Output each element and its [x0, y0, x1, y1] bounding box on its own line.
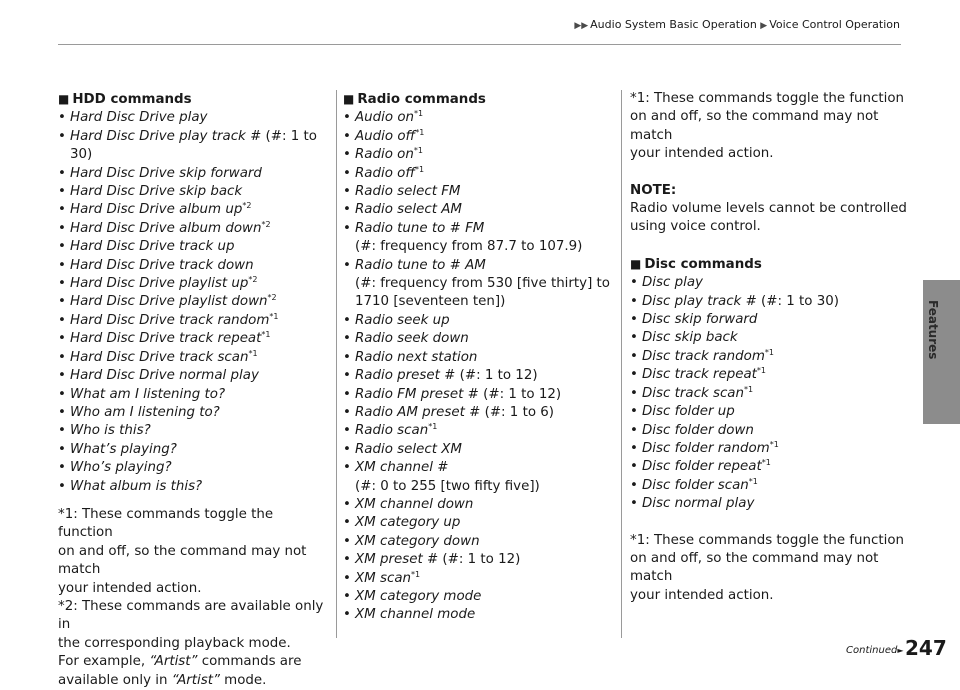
command-item [58, 478, 330, 496]
footnote-line: your intended action. [58, 580, 202, 596]
footnote-line: your intended action. [630, 587, 774, 603]
command-phrase: XM scan [355, 570, 412, 586]
command-phrase: Radio select AM [355, 202, 462, 218]
command-item [58, 128, 330, 165]
section-heading: ■ Disc commands [630, 256, 762, 272]
square-bullet-icon: ■ [343, 92, 355, 106]
command-phrase: Who am I listening to? [70, 404, 220, 420]
command-phrase: Radio tune to # AM [355, 257, 486, 273]
command-item [58, 238, 330, 256]
command-item [343, 570, 615, 588]
command-phrase: Hard Disc Drive track repeat [70, 331, 262, 347]
command-item [58, 404, 330, 422]
command-phrase: Radio preset [355, 368, 440, 384]
command-item [58, 422, 330, 440]
command-phrase: Hard Disc Drive play [70, 110, 208, 126]
command-phrase: Disc track random [642, 348, 765, 364]
command-item [630, 311, 915, 329]
command-phrase: Disc track scan [642, 385, 744, 401]
footnote-line: your intended action. [630, 146, 774, 162]
command-item [343, 201, 615, 219]
command-item [343, 386, 615, 404]
command-item [343, 257, 615, 275]
command-item [343, 183, 615, 201]
command-phrase: Radio seek up [355, 312, 450, 328]
footnote-marker: *2 [248, 275, 258, 285]
radio-commands-column [343, 90, 615, 625]
command-item [343, 422, 615, 440]
command-phrase: Disc folder up [642, 404, 735, 420]
command-phrase: XM preset [355, 552, 423, 568]
command-parameter: # (#: 1 to 30) [70, 128, 317, 163]
footnote-marker: *1 [414, 109, 424, 119]
note-block [630, 182, 915, 237]
footnote-line: *1: These commands toggle the function [630, 532, 905, 548]
command-phrase: Hard Disc Drive album up [70, 202, 243, 218]
command-item [58, 293, 330, 311]
command-phrase: What am I listening to? [70, 386, 226, 402]
command-item [343, 367, 615, 385]
command-phrase: Radio next station [355, 349, 478, 365]
command-phrase: Radio select XM [355, 441, 462, 457]
command-phrase: Who’s playing? [70, 460, 172, 476]
command-phrase: Disc folder down [642, 422, 754, 438]
footnote-block [630, 532, 915, 606]
command-item [630, 403, 915, 421]
command-item [343, 109, 615, 127]
command-phrase: Audio on [355, 110, 414, 126]
breadcrumb-item-audio-system: Audio System Basic Operation [590, 18, 757, 31]
disc-command-list [630, 274, 915, 513]
command-item [630, 366, 915, 384]
command-phrase: XM channel [355, 460, 433, 476]
command-item [630, 274, 915, 292]
command-item [343, 533, 615, 551]
command-item [343, 220, 615, 238]
command-parameter-note: (#: frequency from 87.7 to 107.9) [355, 239, 583, 255]
hdd-command-list [58, 109, 330, 496]
command-phrase: Hard Disc Drive playlist down [70, 294, 268, 310]
footnote-line: on and off, so the command may not match [630, 550, 879, 585]
footnote-block [630, 90, 915, 164]
footnote-line: on and off, so the command may not match [630, 109, 879, 143]
command-phrase: Disc folder random [642, 440, 770, 456]
command-item [343, 588, 615, 606]
command-item [630, 495, 915, 513]
command-phrase: XM category mode [355, 588, 482, 604]
breadcrumb [0, 18, 900, 31]
command-phrase: XM category up [355, 515, 461, 531]
command-parameter-note: (#: frequency from 530 [five thirty] to [355, 276, 611, 292]
command-item [343, 551, 615, 569]
command-item [58, 386, 330, 404]
command-item [58, 257, 330, 275]
command-phrase: Hard Disc Drive normal play [70, 368, 259, 384]
command-parameter: # (#: 1 to 12) [463, 386, 562, 402]
command-phrase: Who is this? [70, 423, 151, 439]
command-phrase: XM channel mode [355, 607, 476, 623]
column-divider [621, 90, 622, 638]
command-phrase: Disc track repeat [642, 367, 757, 383]
footnote-marker: *1 [248, 348, 258, 358]
command-phrase: What’s playing? [70, 441, 177, 457]
breadcrumb-arrow-icon: ▶ [760, 21, 768, 31]
command-phrase: Radio on [355, 147, 414, 163]
command-phrase: Hard Disc Drive track scan [70, 349, 249, 365]
footnote-line: *1: These commands toggle the function [58, 506, 274, 541]
command-item [343, 312, 615, 330]
command-item [343, 441, 615, 459]
command-item [343, 165, 615, 183]
command-parameter: # (#: 1 to 6) [464, 404, 555, 420]
command-item [58, 312, 330, 330]
command-phrase: Hard Disc Drive skip back [70, 184, 243, 200]
command-item [630, 385, 915, 403]
command-phrase: Disc skip forward [642, 312, 758, 328]
command-item [343, 349, 615, 367]
command-phrase: Radio tune to # FM [355, 220, 485, 236]
command-parameter: # (#: 1 to 12) [422, 552, 521, 568]
command-item [343, 496, 615, 514]
hdd-commands-column [58, 90, 330, 690]
command-phrase: XM category down [355, 533, 480, 549]
command-item [630, 348, 915, 366]
footnote-block [58, 506, 330, 690]
square-bullet-icon: ■ [58, 92, 70, 106]
footnote-marker: *1 [761, 458, 771, 468]
command-phrase: Hard Disc Drive track random [70, 312, 270, 328]
section-heading: ■ Radio commands [343, 92, 486, 107]
command-phrase: Disc skip back [642, 330, 738, 346]
command-parameter-note: (#: 0 to 255 [two fifty five]) [355, 478, 540, 494]
note-line: using voice control. [630, 219, 761, 235]
command-item [58, 441, 330, 459]
note-line: Radio volume levels cannot be controlled [630, 201, 907, 217]
command-phrase: Hard Disc Drive play track [70, 128, 246, 144]
footnote-line: For example, “Artist” commands are [58, 654, 302, 670]
command-item [343, 514, 615, 532]
command-parameter: # [432, 460, 449, 476]
continued-label: Continued► [846, 645, 904, 656]
command-item [58, 349, 330, 367]
note-label: NOTE: [630, 182, 677, 198]
command-item [58, 201, 330, 219]
command-item [58, 165, 330, 183]
footnote-line: available only in “Artist” mode. [58, 672, 267, 688]
command-phrase: Disc play track [642, 293, 742, 309]
command-phrase: Disc folder repeat [642, 459, 762, 475]
command-phrase: Radio scan [355, 423, 429, 439]
command-phrase: Disc normal play [642, 496, 755, 512]
command-item [630, 458, 915, 476]
footnote-marker: *2 [261, 219, 271, 229]
footnote-marker: *1 [413, 146, 423, 156]
footnote-marker: *1 [269, 311, 279, 321]
header-divider [58, 44, 901, 45]
footnote-marker: *1 [764, 347, 774, 357]
command-item [630, 422, 915, 440]
command-item [58, 330, 330, 348]
command-phrase: Radio seek down [355, 331, 469, 347]
command-item [343, 459, 615, 477]
command-item [630, 329, 915, 347]
command-item [343, 404, 615, 422]
command-phrase: Hard Disc Drive skip forward [70, 165, 262, 181]
command-phrase: Radio off [355, 165, 416, 181]
page-number: 247 [905, 636, 947, 660]
command-item [58, 367, 330, 385]
command-item [343, 128, 615, 146]
command-parameter: # (#: 1 to 30) [741, 293, 839, 309]
command-phrase: Hard Disc Drive track up [70, 239, 235, 255]
footnote-marker: *1 [415, 164, 425, 174]
command-item [58, 109, 330, 127]
command-phrase: Hard Disc Drive playlist up [70, 276, 249, 292]
command-phrase: Disc play [642, 275, 703, 291]
footnote-marker: *1 [261, 330, 271, 340]
command-phrase: Audio off [355, 128, 416, 144]
breadcrumb-item-voice-control: Voice Control Operation [769, 18, 900, 31]
command-item [58, 459, 330, 477]
footnote-line: the corresponding playback mode. [58, 635, 291, 651]
command-item [58, 220, 330, 238]
footnote-marker: *1 [769, 439, 779, 449]
command-phrase: XM channel down [355, 496, 474, 512]
footnote-line: on and off, so the command may not match [58, 543, 307, 578]
square-bullet-icon: ■ [630, 256, 642, 271]
command-phrase: Hard Disc Drive album down [70, 220, 262, 236]
footnote-marker: *1 [411, 569, 421, 579]
breadcrumb-arrow-icon: ▶▶ [574, 21, 589, 31]
radio-command-list [343, 109, 615, 624]
footnote-line: *2: These commands are available only in [58, 598, 324, 633]
section-side-label: Features [926, 300, 940, 360]
command-item [58, 275, 330, 293]
command-phrase: What album is this? [70, 478, 203, 494]
command-parameter-note: 1710 [seventeen ten]) [355, 294, 506, 310]
command-phrase: Radio AM preset [355, 404, 465, 420]
command-item [630, 440, 915, 458]
footnote-marker: *2 [267, 293, 277, 303]
footnote-marker: *2 [242, 201, 252, 211]
command-phrase: Disc folder scan [642, 477, 749, 493]
command-parameter: # (#: 1 to 12) [439, 368, 538, 384]
command-phrase: Radio select FM [355, 184, 461, 200]
command-item [630, 477, 915, 495]
footnote-marker: *1 [756, 366, 766, 376]
footnote-marker: *1 [415, 127, 425, 137]
footnote-marker: *1 [744, 384, 754, 394]
command-item [343, 146, 615, 164]
section-heading: ■ HDD commands [58, 92, 192, 107]
command-phrase: Radio FM preset [355, 386, 464, 402]
command-item [343, 606, 615, 624]
command-phrase: Hard Disc Drive track down [70, 257, 254, 273]
footnote-line: *1: These commands toggle the function [630, 91, 905, 106]
disc-commands-column [630, 90, 915, 605]
command-item [58, 183, 330, 201]
footnote-marker: *1 [748, 476, 758, 486]
column-divider [336, 90, 337, 638]
footnote-marker: *1 [428, 422, 438, 432]
continued-arrow-icon: ► [897, 646, 904, 655]
command-item [630, 293, 915, 311]
command-item [343, 330, 615, 348]
